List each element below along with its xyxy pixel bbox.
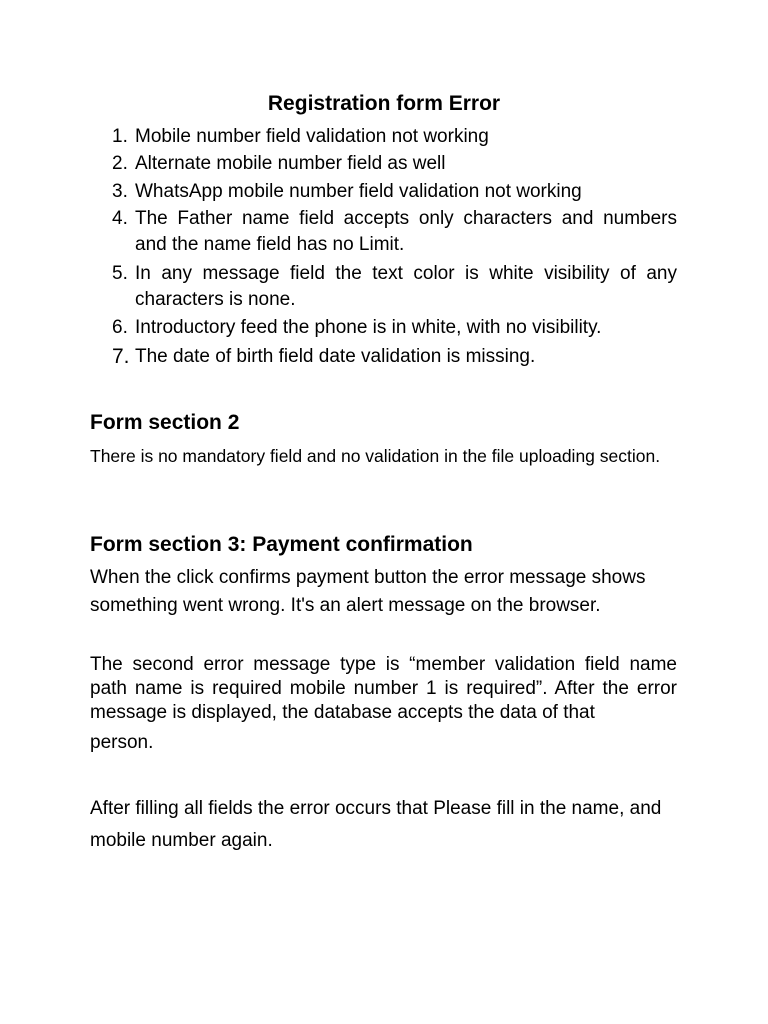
section-2-heading: Form section 2 <box>90 411 240 434</box>
section-3-paragraph-2-main: The second error message type is “member validation field name path name is required mobile number 1 is required”. After the error message is displayed, the database accepts the data of that <box>90 654 677 723</box>
error-text: WhatsApp mobile number field validation not working <box>135 181 582 202</box>
section-3-heading: Form section 3: Payment confirmation <box>90 533 473 556</box>
error-number: 7. <box>112 345 130 368</box>
document-title: Registration form Error <box>267 92 501 115</box>
error-number: 2. <box>112 153 128 174</box>
section-3-paragraph-2 <box>90 653 677 755</box>
error-text: Mobile number field validation not working <box>135 126 489 147</box>
error-number: 1. <box>112 126 128 147</box>
error-number: 6. <box>112 317 128 338</box>
error-number: 3. <box>112 181 128 202</box>
error-text: In any message field the text color is white visibility of any characters is none. <box>135 263 677 310</box>
error-number: 5. <box>112 263 128 284</box>
error-text: The date of birth field date validation is missing. <box>135 346 536 367</box>
error-text: Alternate mobile number field as well <box>135 153 446 174</box>
section-2-paragraph: There is no mandatory field and no validation in the file uploading section. <box>90 446 661 466</box>
section-3-paragraph-1: When the click confirms payment button the error message shows something went wrong. It's an alert message on the browser. <box>90 567 646 616</box>
section-3-paragraph-2-end: person. <box>90 732 154 753</box>
section-3-paragraph-3: After filling all fields the error occurs that Please fill in the name, and mobile number again. <box>90 798 662 851</box>
error-text: The Father name field accepts only characters and numbers and the name field has no Limit. <box>135 208 677 255</box>
error-number: 4. <box>112 208 128 229</box>
error-text: Introductory feed the phone is in white, with no visibility. <box>135 317 602 338</box>
